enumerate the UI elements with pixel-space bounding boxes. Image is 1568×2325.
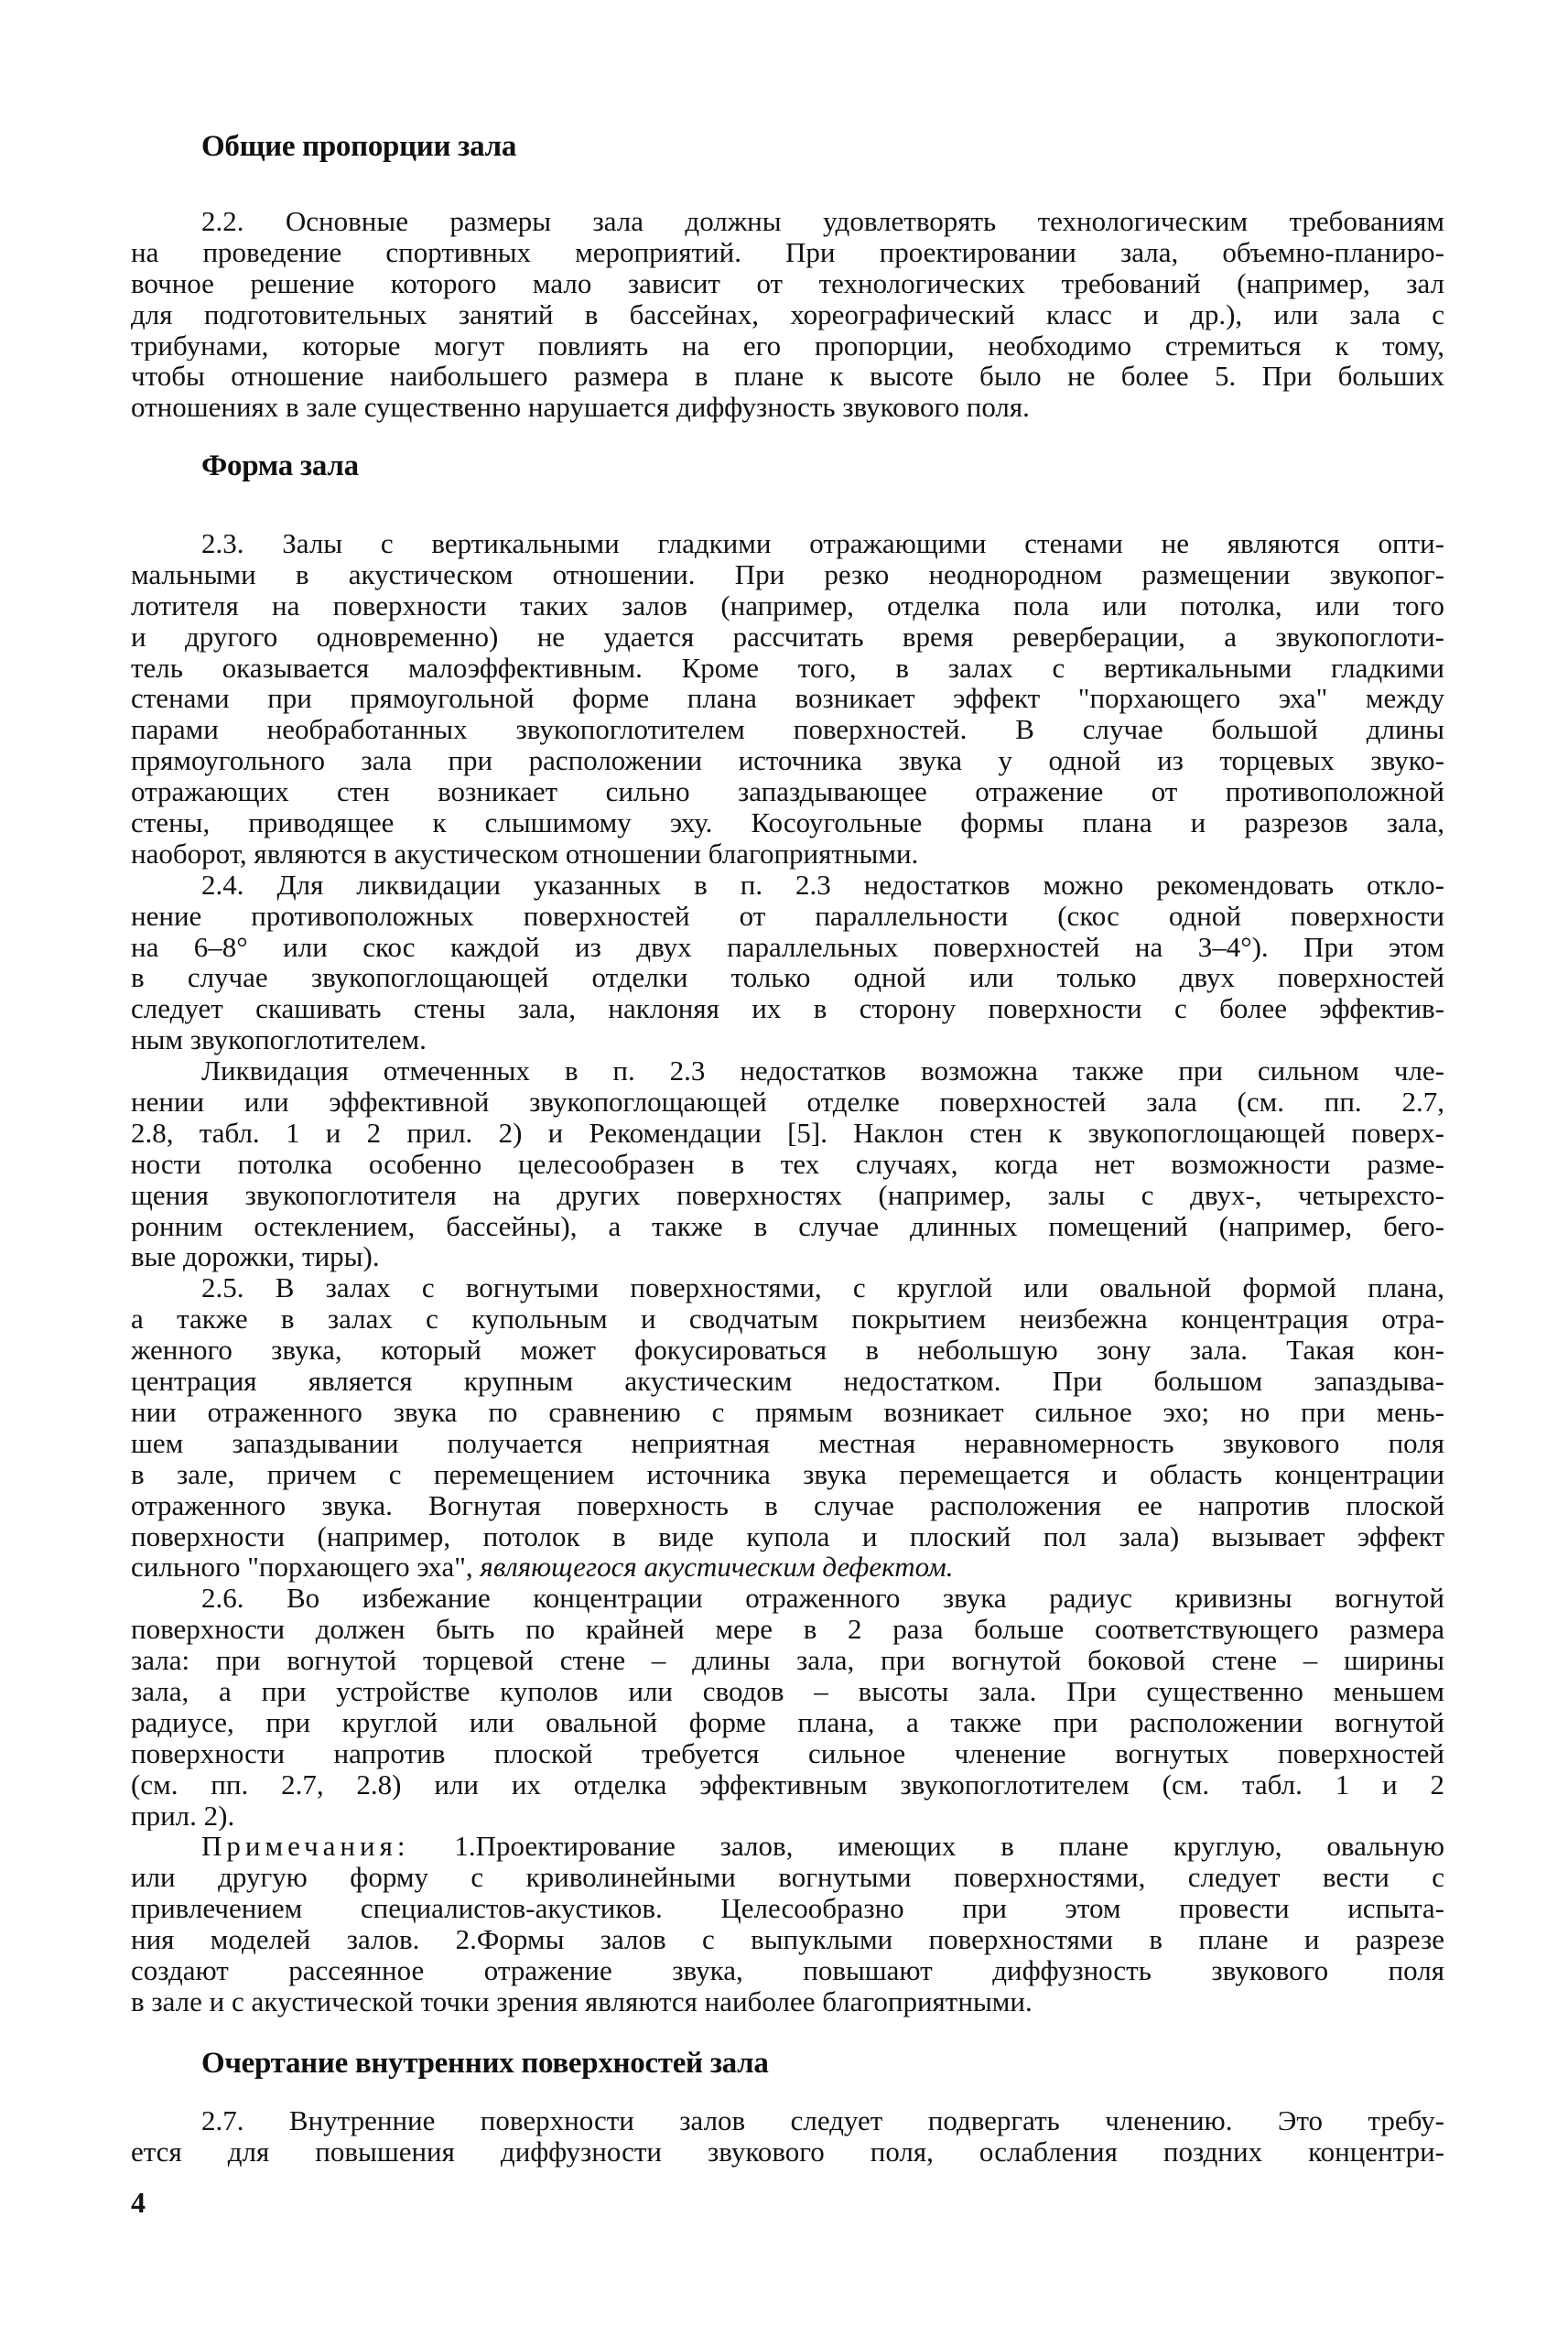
line-text: в зале и с акустической точки зрения являются наиболее благоприятными.: [131, 1985, 1033, 2017]
text-line: [131, 745, 1444, 776]
line-text: нение противоположных поверхностей от параллельности (скос одной поверхности: [131, 900, 1444, 932]
line-text: в зале, причем с перемещением источника звука перемещается и область концентрации: [131, 1458, 1444, 1490]
text-line: [131, 1366, 1444, 1397]
text-line: [131, 1924, 1444, 1955]
line-text: на проведение спортивных мероприятий. При проектировании зала, объемно-планиро-: [131, 236, 1444, 268]
text-line: [131, 622, 1444, 653]
text-line: [131, 1024, 1444, 1055]
text-line: [131, 1335, 1444, 1366]
line-text: зала: при вогнутой торцевой стене – длины зала, при вогнутой боковой стене – ширины: [131, 1645, 1444, 1676]
line-text: поверхности должен быть по крайней мере в 2 раза больше соответствующего размера: [131, 1614, 1444, 1646]
line-text: и другого одновременно) не удается рассчитать время реверберации, а звукопоглоти-: [131, 621, 1444, 653]
line-text: 2.8, табл. 1 и 2 прил. 2) и Рекомендации [5]. Наклон стен к звукопоглощающей поверх-: [131, 1117, 1444, 1149]
text-line: [131, 1180, 1444, 1211]
line-text: женного звука, который может фокусироваться в небольшую зону зала. Такая кон-: [131, 1335, 1444, 1367]
text-line: [131, 870, 1444, 901]
text-line: [131, 1149, 1444, 1180]
line-text: Ликвидация отмеченных в п. 2.3 недостатков возможна также при сильном чле-: [201, 1055, 1444, 1087]
line-text: мальными в акустическом отношении. При резко неоднородном размещении звукопог-: [131, 558, 1444, 590]
line-text: сильного "порхающего эха",: [131, 1552, 481, 1584]
text-line: [131, 361, 1444, 392]
line-text: вочное решение которого мало зависит от технологических требований (например, зал: [131, 267, 1444, 299]
line-text: прил. 2).: [131, 1800, 235, 1832]
line-text: центрация является крупным акустическим недостатком. При большом запаздыва-: [131, 1366, 1444, 1397]
line-text: парами необработанных звукопоглотителем поверхностей. В случае большой длины: [131, 714, 1444, 746]
text-line: [131, 1583, 1444, 1614]
text-line: [131, 299, 1444, 330]
line-text: 1.Проектирование залов, имеющих в плане круглую, овальную: [409, 1831, 1444, 1863]
line-text: 2.5. В залах с вогнутыми поверхностями, с круглой или овальной формой плана,: [201, 1272, 1444, 1304]
text-line: [131, 268, 1444, 299]
line-text: наоборот, являются в акустическом отношении благоприятными.: [131, 838, 919, 870]
line-text: зала, а при устройстве куполов или сводов – высоты зала. При существенно меньшем: [131, 1675, 1444, 1707]
text-line: [131, 1118, 1444, 1149]
line-text: ния моделей залов. 2.Формы залов с выпуклыми поверхностями в плане и разрезе: [131, 1924, 1444, 1955]
text-line: [131, 2105, 1444, 2136]
text-line: [131, 1428, 1444, 1459]
text-line: [131, 528, 1444, 559]
text-line: [131, 2136, 1444, 2168]
text-line: [131, 330, 1444, 362]
text-line: [131, 1303, 1444, 1335]
heading-inner-surfaces: Очертание внутренних поверхностей зала: [201, 2047, 769, 2080]
line-text: шем запаздывании получается неприятная местная неравномерность звукового поля: [131, 1427, 1444, 1459]
line-text: ности потолка особенно целесообразен в тех случаях, когда нет возможности разме-: [131, 1148, 1444, 1180]
line-text: ным звукопоглотителем.: [131, 1024, 427, 1056]
text-line: [131, 1769, 1444, 1801]
line-text: 2.4. Для ликвидации указанных в п. 2.3 недостатков можно рекомендовать откло-: [201, 869, 1444, 901]
line-text: а также в залах с купольным и сводчатым покрытием неизбежна концентрация отра-: [131, 1303, 1444, 1336]
line-text: щения звукопоглотителя на других поверхностях (например, залы с двух-, четырехсто-: [131, 1179, 1444, 1211]
text-line: [131, 714, 1444, 745]
text-line: [131, 776, 1444, 807]
line-text: стены, приводящее к слышимому эху. Косоугольные формы плана и разрезов зала,: [131, 807, 1444, 838]
text-line: [131, 807, 1444, 838]
line-text: 2.3. Залы с вертикальными гладкими отражающими стенами не являются опти-: [201, 528, 1444, 559]
text-line: [131, 1986, 1444, 2017]
line-text: поверхности напротив плоской требуется сильное членение вогнутых поверхностей: [131, 1737, 1444, 1769]
text-line: [131, 1707, 1444, 1738]
text-line: [131, 932, 1444, 963]
line-text: (см. пп. 2.7, 2.8) или их отделка эффективным звукопоглотителем (см. табл. 1 и 2: [131, 1768, 1444, 1801]
line-text: чтобы отношение наибольшего размера в плане к высоте было не более 5. При больших: [131, 361, 1444, 393]
line-text: привлечением специалистов-акустиков. Целесообразно при этом провести испыта-: [131, 1893, 1444, 1925]
text-line: [131, 1738, 1444, 1769]
line-text: ронним остеклением, бассейны), а также в случае длинных помещений (например, бего-: [131, 1210, 1444, 1242]
section-2-7: [131, 2105, 1444, 2168]
text-line: [131, 838, 1444, 870]
text-line: [131, 683, 1444, 714]
text-line: [131, 1955, 1444, 1986]
text-line: [131, 1055, 1444, 1087]
line-text: отражающих стен возникает сильно запаздывающее отражение от противоположной: [131, 776, 1444, 808]
text-line: [131, 1552, 1444, 1583]
text-line: [131, 206, 1444, 237]
text-line: [131, 1862, 1444, 1893]
text-line: [131, 1801, 1444, 1832]
text-line: [131, 1087, 1444, 1118]
section-2-3-to-notes: [131, 528, 1444, 2017]
text-line: [131, 559, 1444, 590]
text-line: [131, 1397, 1444, 1428]
line-text: или другую форму с криволинейными вогнутыми поверхностями, следует вести с: [131, 1862, 1444, 1894]
line-text: создают рассеянное отражение звука, повышают диффузность звукового поля: [131, 1954, 1444, 1986]
line-text: ется для повышения диффузности звукового поля, ослабления поздних концентри-: [131, 2136, 1444, 2168]
heading-general-proportions: Общие пропорции зала: [201, 130, 517, 163]
line-text: нении или эффективной звукопоглощающей отделке поверхностей зала (см. пп. 2.7,: [131, 1087, 1444, 1118]
line-text: для подготовительных занятий в бассейнах, хореографический класс и др.), или зала с: [131, 298, 1444, 330]
line-text: нии отраженного звука по сравнению с прямым возникает сильное эхо; но при мень-: [131, 1396, 1444, 1428]
notes-label: Примечания:: [201, 1831, 410, 1863]
text-line: [131, 392, 1444, 423]
text-line: [131, 1459, 1444, 1490]
text-line: [131, 1831, 1444, 1862]
text-line: [131, 901, 1444, 932]
text-line: [131, 1676, 1444, 1707]
line-text: вые дорожки, тиры).: [131, 1241, 380, 1273]
line-text: на 6–8° или скос каждой из двух параллельных поверхностей на 3–4°). При этом: [131, 931, 1444, 963]
line-text: отраженного звука. Вогнутая поверхность в случае расположения ее напротив плоской: [131, 1489, 1444, 1521]
line-text: 2.6. Во избежание концентрации отраженного звука радиус кривизны вогнутой: [201, 1583, 1444, 1615]
text-line: [131, 1272, 1444, 1303]
section-2-2: [131, 206, 1444, 423]
text-line: [131, 653, 1444, 684]
heading-hall-shape: Форма зала: [201, 449, 359, 482]
line-text: в случае звукопоглощающей отделки только одной или только двух поверхностей: [131, 962, 1444, 994]
line-text: стенами при прямоугольной форме плана возникает эффект "порхающего эха" между: [131, 683, 1444, 715]
text-line: [131, 1893, 1444, 1924]
text-line: [131, 1614, 1444, 1645]
line-text: прямоугольного зала при расположении источника звука у одной из торцевых звуко-: [131, 745, 1444, 777]
text-line: [131, 962, 1444, 993]
italic-text: являющегося акустическим дефектом.: [480, 1552, 954, 1584]
line-text: лотителя на поверхности таких залов (например, отделка пола или потолка, или того: [131, 589, 1444, 622]
text-line: [131, 590, 1444, 622]
text-line: [131, 237, 1444, 268]
text-line: [131, 1490, 1444, 1521]
line-text: 2.7. Внутренние поверхности залов следует подвергать членению. Это требу-: [201, 2105, 1444, 2136]
page-number: 4: [131, 2186, 146, 2219]
text-line: [131, 993, 1444, 1024]
line-text: 2.2. Основные размеры зала должны удовлетворять технологическим требованиям: [201, 206, 1444, 237]
text-line: [131, 1241, 1444, 1272]
line-text: трибунами, которые могут повлиять на его пропорции, необходимо стремиться к тому,: [131, 330, 1444, 362]
text-line: [131, 1521, 1444, 1552]
line-text: отношениях в зале существенно нарушается диффузность звукового поля.: [131, 392, 1030, 424]
line-text: тель оказывается малоэффективным. Кроме того, в залах с вертикальными гладкими: [131, 652, 1444, 684]
text-line: [131, 1645, 1444, 1676]
line-text: следует скашивать стены зала, наклоняя их в сторону поверхности с более эффектив-: [131, 993, 1444, 1025]
text-line: [131, 1211, 1444, 1242]
line-text: поверхности (например, потолок в виде купола и плоский пол зала) вызывает эффект: [131, 1520, 1444, 1552]
line-text: радиусе, при круглой или овальной форме плана, а также при расположении вогнутой: [131, 1706, 1444, 1738]
